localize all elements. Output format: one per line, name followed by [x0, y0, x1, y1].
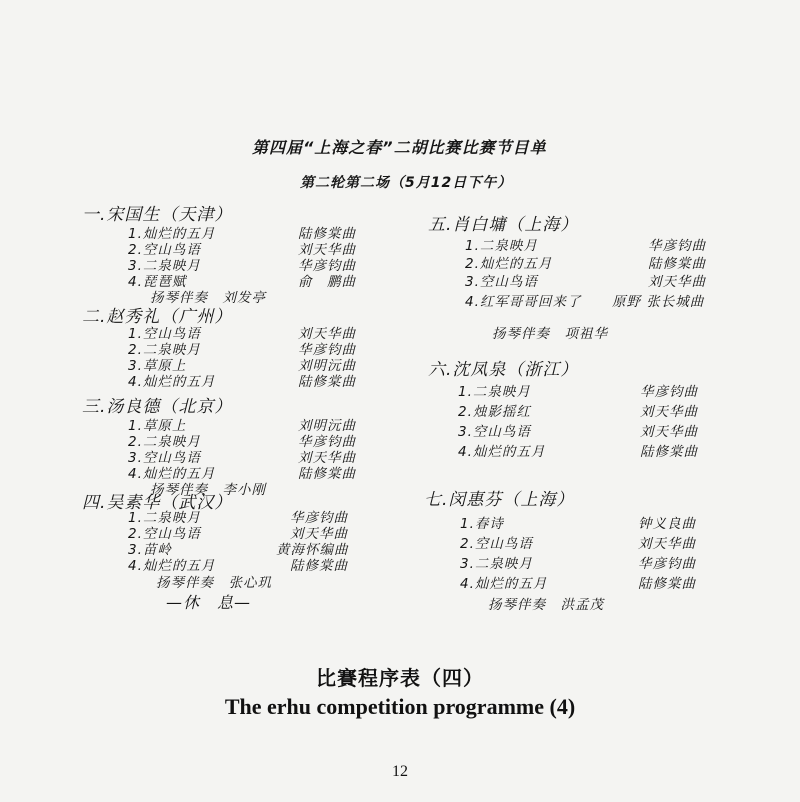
performer-4-name: 四.吴素华（武汉）: [82, 493, 233, 513]
programme-subtitle: 第二轮第二场（5月12日下午）: [300, 175, 513, 191]
programme-title: 第四届“上海之春”二胡比赛比赛节目单: [252, 138, 547, 157]
performer-7-composer-1: 钟义良曲: [638, 516, 696, 532]
performer-1-name: 一.宋国生（天津）: [82, 205, 233, 225]
intermission-label: —休 息—: [166, 593, 252, 612]
page-number: 12: [392, 763, 408, 780]
performer-2-piece-4: 4.灿烂的五月: [128, 374, 216, 390]
performer-7-composer-3: 华彦钧曲: [638, 556, 696, 572]
performer-4-composer-2: 刘天华曲: [290, 526, 348, 542]
performer-3-piece-4: 4.灿烂的五月: [128, 466, 216, 482]
performer-3-composer-4: 陆修棠曲: [298, 466, 356, 482]
performer-5-piece-4: 4.红军哥哥回来了: [465, 294, 582, 310]
performer-6-piece-3: 3.空山鸟语: [458, 424, 531, 440]
performer-4-accompanist: 扬琴伴奏 张心玑: [156, 575, 272, 591]
performer-2-piece-2: 2.二泉映月: [128, 342, 201, 358]
performer-1-composer-4: 俞 鹏曲: [298, 274, 356, 290]
performer-6-composer-2: 刘天华曲: [640, 404, 698, 420]
performer-4-piece-4: 4.灿烂的五月: [128, 558, 216, 574]
performer-6-piece-2: 2.烛影摇红: [458, 404, 531, 420]
caption-english: The erhu competition programme (4): [224, 694, 576, 719]
performer-4-piece-3: 3.苗岭: [128, 542, 172, 558]
performer-7-accompanist: 扬琴伴奏 洪孟茂: [488, 597, 604, 613]
performer-2-composer-2: 华彦钧曲: [298, 342, 356, 358]
performer-1-piece-4: 4.琵琶赋: [128, 274, 187, 290]
performer-1-piece-2: 2.空山鸟语: [128, 242, 201, 258]
performer-7-piece-3: 3.二泉映月: [460, 556, 533, 572]
performer-2-piece-3: 3.草原上: [128, 358, 187, 374]
performer-3-composer-2: 华彦钧曲: [298, 434, 356, 450]
performer-4-piece-2: 2.空山鸟语: [128, 526, 201, 542]
performer-3-composer-1: 刘明沅曲: [298, 418, 356, 434]
performer-7-composer-2: 刘天华曲: [638, 536, 696, 552]
performer-5-piece-1: 1.二泉映月: [465, 238, 538, 254]
performer-5-piece-2: 2.灿烂的五月: [465, 256, 553, 272]
performer-3-piece-1: 1.草原上: [128, 418, 187, 434]
performer-7-name: 七.闵惠芬（上海）: [424, 490, 575, 510]
performer-6-piece-1: 1.二泉映月: [458, 384, 531, 400]
performer-4-piece-1: 1.二泉映月: [128, 510, 201, 526]
performer-2-composer-4: 陆修棠曲: [298, 374, 356, 390]
performer-2-composer-3: 刘明沅曲: [298, 358, 356, 374]
performer-6-composer-1: 华彦钧曲: [640, 384, 698, 400]
performer-3-accompanist: 扬琴伴奏 李小刚: [150, 482, 266, 498]
caption-chinese: 比賽程序表（四）: [316, 666, 484, 690]
performer-3-name: 三.汤良德（北京）: [82, 397, 233, 417]
performer-2-composer-1: 刘天华曲: [298, 326, 356, 342]
performer-5-composer-2: 陆修棠曲: [648, 256, 706, 272]
performer-4-composer-4: 陆修棠曲: [290, 558, 348, 574]
performer-6-name: 六.沈凤泉（浙江）: [428, 360, 579, 380]
performer-7-composer-4: 陆修棠曲: [638, 576, 696, 592]
performer-7-piece-2: 2.空山鸟语: [460, 536, 533, 552]
performer-6-composer-3: 刘天华曲: [640, 424, 698, 440]
performer-5-composer-1: 华彦钧曲: [648, 238, 706, 254]
performer-3-piece-3: 3.空山鸟语: [128, 450, 201, 466]
performer-5-composer-3: 刘天华曲: [648, 274, 706, 290]
performer-5-accompanist: 扬琴伴奏 项祖华: [492, 326, 608, 342]
performer-1-accompanist: 扬琴伴奏 刘发亭: [150, 290, 266, 306]
performer-5-composer-4: 原野 张长城曲: [612, 294, 705, 310]
performer-6-piece-4: 4.灿烂的五月: [458, 444, 546, 460]
performer-7-piece-1: 1.春诗: [460, 516, 504, 532]
performer-1-composer-2: 刘天华曲: [298, 242, 356, 258]
performer-1-piece-3: 3.二泉映月: [128, 258, 201, 274]
performer-6-composer-4: 陆修棠曲: [640, 444, 698, 460]
performer-1-composer-1: 陆修棠曲: [298, 226, 356, 242]
performer-3-piece-2: 2.二泉映月: [128, 434, 201, 450]
performer-4-composer-1: 华彦钧曲: [290, 510, 348, 526]
performer-5-piece-3: 3.空山鸟语: [465, 274, 538, 290]
performer-3-composer-3: 刘天华曲: [298, 450, 356, 466]
performer-1-piece-1: 1.灿烂的五月: [128, 226, 216, 242]
performer-7-piece-4: 4.灿烂的五月: [460, 576, 548, 592]
performer-5-name: 五.肖白墉（上海）: [428, 215, 579, 235]
performer-1-composer-3: 华彦钧曲: [298, 258, 356, 274]
performer-2-name: 二.赵秀礼（广州）: [82, 307, 233, 327]
performer-2-piece-1: 1.空山鸟语: [128, 326, 201, 342]
performer-4-composer-3: 黄海怀编曲: [276, 542, 349, 558]
